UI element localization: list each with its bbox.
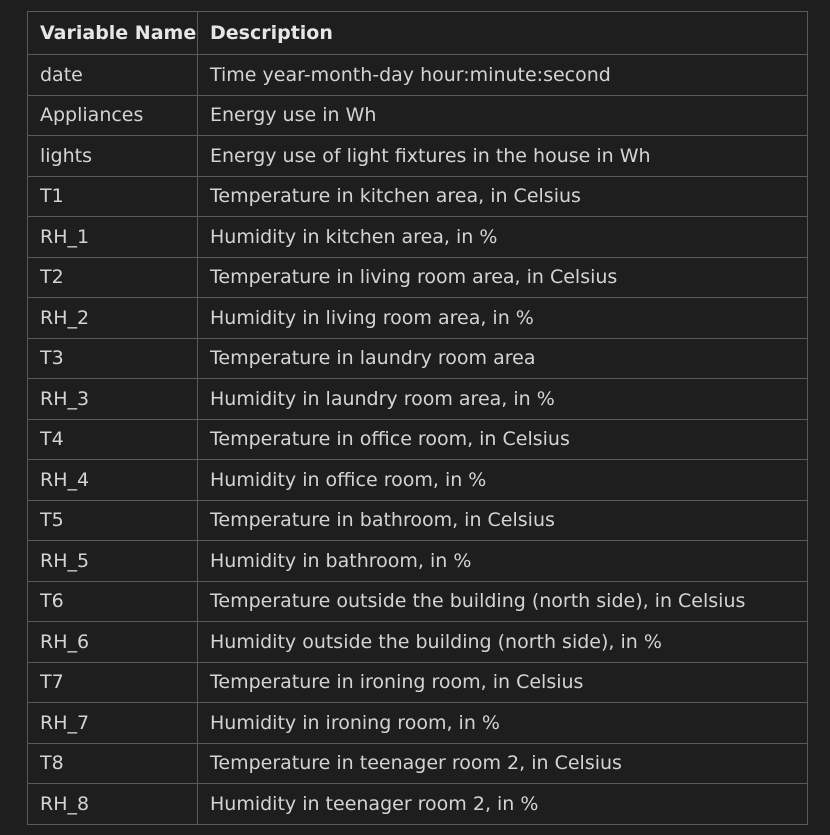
description-cell: Temperature in living room area, in Celsius xyxy=(198,257,808,298)
description-cell: Temperature in bathroom, in Celsius xyxy=(198,500,808,541)
variable-name-cell: RH_7 xyxy=(28,703,198,744)
variable-name-cell: T4 xyxy=(28,419,198,460)
column-header-description: Description xyxy=(198,12,808,55)
variable-name-cell: RH_5 xyxy=(28,541,198,582)
table-row xyxy=(28,95,808,136)
variable-name-cell: RH_2 xyxy=(28,298,198,339)
variable-name-cell: T6 xyxy=(28,581,198,622)
variable-name-cell: Appliances xyxy=(28,95,198,136)
variable-name-cell: T2 xyxy=(28,257,198,298)
description-cell: Energy use in Wh xyxy=(198,95,808,136)
table-row xyxy=(28,622,808,663)
description-cell: Temperature outside the building (north side), in Celsius xyxy=(198,581,808,622)
table-row xyxy=(28,703,808,744)
variable-table-container xyxy=(27,11,807,825)
variable-name-cell: T7 xyxy=(28,662,198,703)
variable-table xyxy=(27,11,808,825)
description-cell: Temperature in laundry room area xyxy=(198,338,808,379)
variable-name-cell: RH_3 xyxy=(28,379,198,420)
table-header-row xyxy=(28,12,808,55)
table-row xyxy=(28,136,808,177)
table-row xyxy=(28,379,808,420)
description-cell: Time year-month-day hour:minute:second xyxy=(198,55,808,96)
description-cell: Humidity in laundry room area, in % xyxy=(198,379,808,420)
description-cell: Humidity in bathroom, in % xyxy=(198,541,808,582)
table-row xyxy=(28,541,808,582)
variable-name-cell: RH_8 xyxy=(28,784,198,825)
table-row xyxy=(28,784,808,825)
variable-name-cell: T1 xyxy=(28,176,198,217)
description-cell: Temperature in office room, in Celsius xyxy=(198,419,808,460)
variable-name-cell: RH_4 xyxy=(28,460,198,501)
description-cell: Humidity outside the building (north side), in % xyxy=(198,622,808,663)
description-cell: Humidity in office room, in % xyxy=(198,460,808,501)
table-row xyxy=(28,743,808,784)
description-cell: Humidity in kitchen area, in % xyxy=(198,217,808,258)
table-row xyxy=(28,55,808,96)
variable-name-cell: T3 xyxy=(28,338,198,379)
description-cell: Energy use of light fixtures in the house in Wh xyxy=(198,136,808,177)
variable-name-cell: RH_6 xyxy=(28,622,198,663)
table-row xyxy=(28,298,808,339)
description-cell: Humidity in ironing room, in % xyxy=(198,703,808,744)
table-row xyxy=(28,176,808,217)
table-row xyxy=(28,217,808,258)
table-body xyxy=(28,55,808,825)
description-cell: Temperature in ironing room, in Celsius xyxy=(198,662,808,703)
table-row xyxy=(28,338,808,379)
table-row xyxy=(28,581,808,622)
table-row xyxy=(28,257,808,298)
description-cell: Humidity in living room area, in % xyxy=(198,298,808,339)
variable-name-cell: T8 xyxy=(28,743,198,784)
variable-name-cell: RH_1 xyxy=(28,217,198,258)
description-cell: Temperature in kitchen area, in Celsius xyxy=(198,176,808,217)
table-row xyxy=(28,419,808,460)
column-header-variable-name: Variable Name xyxy=(28,12,198,55)
variable-name-cell: date xyxy=(28,55,198,96)
description-cell: Temperature in teenager room 2, in Celsius xyxy=(198,743,808,784)
table-row xyxy=(28,500,808,541)
variable-name-cell: T5 xyxy=(28,500,198,541)
variable-name-cell: lights xyxy=(28,136,198,177)
description-cell: Humidity in teenager room 2, in % xyxy=(198,784,808,825)
table-row xyxy=(28,460,808,501)
table-row xyxy=(28,662,808,703)
